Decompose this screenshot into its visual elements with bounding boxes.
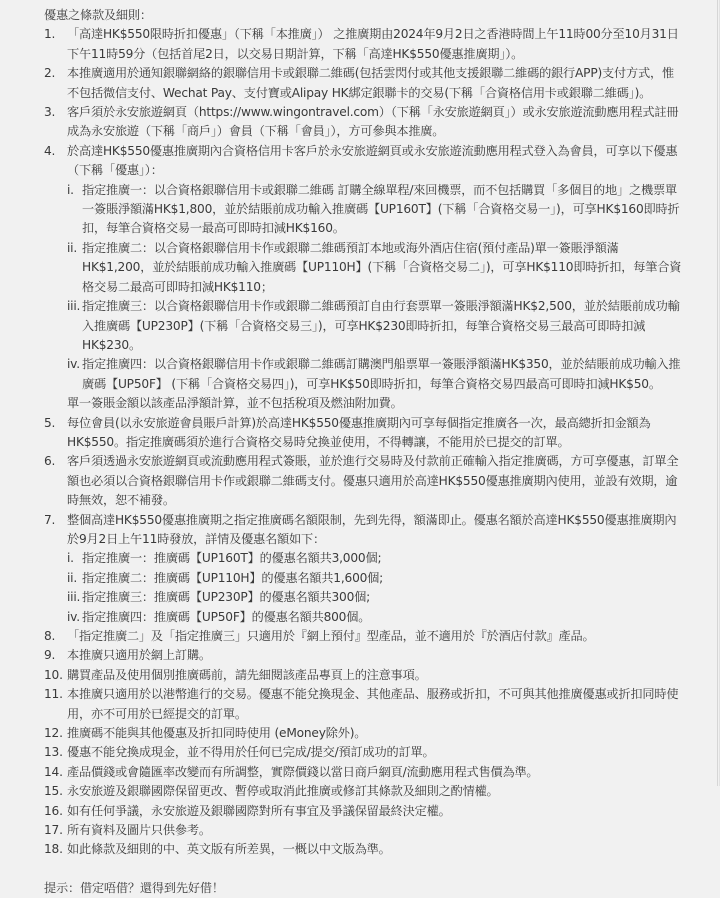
item-note: 單一簽賬金額以該產品淨額計算，並不包括稅項及燃油附加費。 <box>67 396 403 411</box>
sub-list <box>67 181 684 394</box>
sub-item-numeral: iv. <box>67 609 80 624</box>
sub-item-text: 指定推廣三：以合資格銀聯信用卡作或銀聯二維碼預訂自由行套票單一簽賬淨額滿HK$2,500，並於結賬前成功輸入推廣碼【UP230P】(下稱「合資格交易三」)，可享HK$230即時折扣，每筆合資格交易三最高可即時扣減HK$230。 <box>82 299 680 352</box>
sub-item <box>67 569 684 588</box>
terms-item <box>44 821 684 840</box>
terms-item <box>44 627 684 646</box>
item-number: 13. <box>44 745 63 760</box>
terms-item <box>44 511 684 627</box>
sub-item-text: 指定推廣三：推廣碼【UP230P】的優惠名額共300個; <box>82 590 371 605</box>
sub-item-text: 指定推廣四：推廣碼【UP50F】的優惠名額共800個。 <box>82 609 371 624</box>
terms-item <box>44 840 684 859</box>
item-number: 4. <box>44 143 56 158</box>
item-text: 如此條款及細則的中、英文版有所差異，一概以中文版為準。 <box>67 842 391 857</box>
item-number: 3. <box>44 105 56 120</box>
item-text: 整個高達HK$550優惠推廣期之指定推廣碼名額限制，先到先得，額滿即止。優惠名額於高達HK$550優惠推廣期內於9月2日上午11時發放，詳情及優惠名額如下： <box>67 512 677 546</box>
item-text: 如有任何爭議，永安旅遊及銀聯國際對所有事宜及爭議保留最終決定權。 <box>67 803 451 818</box>
item-text: 優惠不能兌換成現金，並不得用於任何已完成/提交/預訂成功的訂單。 <box>67 745 435 760</box>
terms-item <box>44 724 684 743</box>
item-number: 18. <box>44 842 63 857</box>
item-number: 17. <box>44 823 63 838</box>
terms-item <box>44 142 684 414</box>
terms-item <box>44 666 684 685</box>
sub-item-numeral: iv. <box>67 357 80 372</box>
sub-item <box>67 588 684 607</box>
item-text: 客戶須透過永安旅遊網頁或流動應用程式簽賬，並於進行交易時及付款前正確輸入指定推廣碼，方可享優惠，訂單全額也必須以合資格銀聯信用卡作或銀聯二維碼支付。優惠只適用於高達HK$550優惠推廣期內使用，並設有效期，逾時無效，恕不補發。 <box>67 454 679 508</box>
terms-item <box>44 64 684 103</box>
item-text: 產品價錢或會隨匯率改變而有所調整，實際價錢以當日商戶網頁/流動應用程式售價為準。 <box>67 764 539 779</box>
item-number: 9. <box>44 648 56 663</box>
sub-list <box>67 549 684 627</box>
terms-item <box>44 103 684 142</box>
item-number: 15. <box>44 784 63 799</box>
terms-item <box>44 25 684 64</box>
sub-item <box>67 608 684 627</box>
item-text: 本推廣只適用於以港幣進行的交易。優惠不能兌換現金、其他產品、服務或折扣，不可與其他推廣優惠或折扣同時使用，亦不可用於已經提交的訂單。 <box>67 687 679 721</box>
item-text: 「指定推廣二」及「指定推廣三」只適用於『網上預付』型產品，並不適用於『於酒店付款』產品。 <box>67 629 595 643</box>
item-text: 所有資料及圖片只供參考。 <box>67 823 211 838</box>
sub-item <box>67 355 684 394</box>
item-number: 10. <box>44 667 63 682</box>
sub-item-numeral: iii. <box>67 590 81 605</box>
sub-item-text: 指定推廣一：推廣碼【UP160T】的優惠名額共3,000個; <box>82 551 382 566</box>
sub-item-text: 指定推廣二：以合資格銀聯信用卡作或銀聯二維碼預訂本地或海外酒店住宿(預付產品)單一簽賬淨額滿HK$1,200，並於結賬前成功輸入推廣碼【UP110H】(下稱「合資格交易二」)，可享HK$110即時折扣，每筆合資格交易二最高可即時扣減HK$110； <box>82 240 682 294</box>
item-number: 16. <box>44 803 63 818</box>
terms-item <box>44 414 684 453</box>
item-text: 於高達HK$550優惠推廣期內合資格信用卡客戶於永安旅遊網頁或永安旅遊流動應用程式登入為會員，可享以下優惠（下稱「優惠」）： <box>67 143 678 178</box>
terms-item <box>44 646 684 665</box>
item-text: 客戶須於永安旅遊網頁（https://www.wingontravel.com）（下稱「永安旅遊網頁」）或永安旅遊流動應用程式註冊成為永安旅遊（下稱「商戶」）會員（下稱「會員」），方可參與本推廣。 <box>67 105 679 139</box>
item-number: 14. <box>44 764 63 779</box>
item-text: 每位會員(以永安旅遊會員賬戶計算)於高達HK$550優惠推廣期內可享每個指定推廣各一次，最高總折扣金額為HK$550。指定推廣碼須於進行合資格交易時兌換並使用，不得轉讓，不能用於已提交的訂單。 <box>67 415 651 449</box>
sub-item <box>67 549 684 568</box>
sub-item-text: 指定推廣一：以合資格銀聯信用卡或銀聯二維碼 訂購全線單程/來回機票，而不包括購買「多個目的地」之機票單一簽賬淨額滿HK$1,800，並於結賬前成功輸入推廣碼【UP160T】(下稱「合資格交易一」)，可享HK$160即時折扣，每筆合資格交易一最高可即時扣減HK$160。 <box>82 182 680 236</box>
sub-item <box>67 239 684 297</box>
sub-item <box>67 297 684 355</box>
item-number: 5. <box>44 415 56 430</box>
item-number: 6. <box>44 454 56 469</box>
tip-text: 提示：借定唔借？還得到先好借！ <box>44 880 224 895</box>
item-text: 本推廣適用於通知銀聯網絡的銀聯信用卡或銀聯二維碼(包括雲閃付或其他支援銀聯二維碼的銀行APP)支付方式，惟不包括微信支付、Wechat Pay、支付寶或Alipay HK綁定銀聯卡的交易(下稱「合資格信用卡或銀聯二維碼」)。 <box>67 66 674 100</box>
terms-item <box>44 763 684 782</box>
sub-item-numeral: i. <box>67 182 74 197</box>
sub-item <box>67 181 684 239</box>
item-text: 推廣碼不能與其他優惠及折扣同時使用 (eMoney除外)。 <box>67 726 367 741</box>
item-number: 11. <box>44 687 63 702</box>
terms-item <box>44 452 684 510</box>
sub-item-text: 指定推廣二：推廣碼【UP110H】的優惠名額共1,600個; <box>82 570 384 585</box>
sub-item-numeral: ii. <box>67 240 78 255</box>
sub-item-numeral: i. <box>67 551 74 566</box>
terms-item <box>44 743 684 762</box>
item-text: 本推廣只適用於網上訂購。 <box>67 648 211 663</box>
sub-item-numeral: ii. <box>67 570 78 585</box>
sub-item-text: 指定推廣四：以合資格銀聯信用卡作或銀聯二維碼訂購澳門船票單一簽賬淨額滿HK$350，並於結賬前成功輸入推廣碼【UP50F】 (下稱「合資格交易四」)，可享HK$50即時折扣，每筆合資格交易四最高可即時扣減HK$50。 <box>82 357 681 391</box>
item-number: 1. <box>44 27 56 42</box>
item-text: 永安旅遊及銀聯國際保留更改、暫停或取消此推廣或修訂其條款及細則之酌情權。 <box>67 784 499 799</box>
item-number: 7. <box>44 512 56 527</box>
terms-item <box>44 782 684 801</box>
terms-list <box>44 25 684 859</box>
terms-heading: 優惠之條款及細則： <box>44 8 152 22</box>
item-number: 12. <box>44 726 63 741</box>
terms-item <box>44 802 684 821</box>
terms-content <box>44 6 684 898</box>
sub-item-numeral: iii. <box>67 299 81 314</box>
terms-item <box>44 685 684 724</box>
item-number: 8. <box>44 629 56 643</box>
item-text: 購買產品及使用個別推廣碼前，請先細閱該產品專頁上的注意事項。 <box>67 667 427 682</box>
item-number: 2. <box>44 66 56 81</box>
item-text: 「高達HK$550限時折扣優惠」（下稱「本推廣」） 之推廣期由2024年9月2日之香港時間上午11時00分至10月31日下午11時59分（包括首尾2日，以交易日期計算，下稱「高達HK$550優惠推廣期」）。 <box>67 27 679 61</box>
